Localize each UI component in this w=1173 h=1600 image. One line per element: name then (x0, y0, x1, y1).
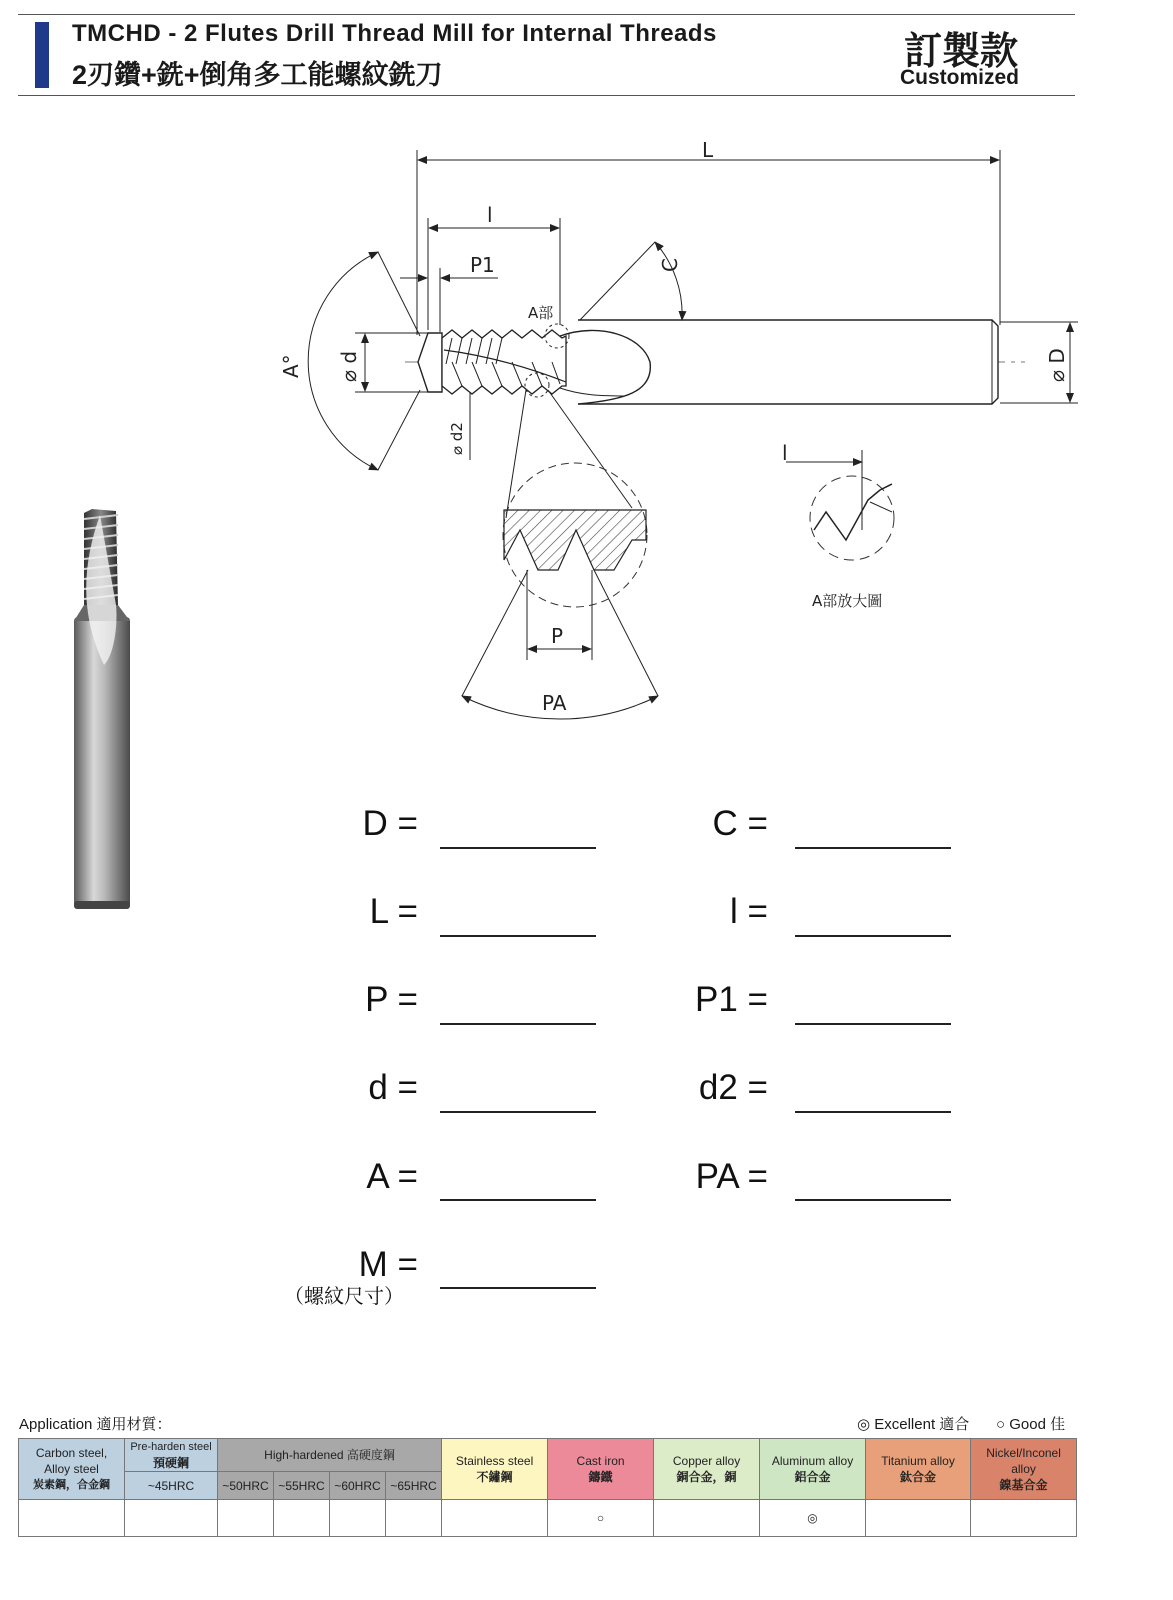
zoom-line-right (548, 390, 632, 508)
header-bottom-rule (18, 95, 1075, 96)
col-titanium: Titanium alloy 鈦合金 (866, 1439, 971, 1500)
field-label-M-sub: （螺紋尺寸） (284, 1286, 404, 1308)
field-input-d[interactable] (440, 1111, 596, 1113)
mark-hrc60 (330, 1500, 386, 1537)
header-accent-bar (35, 22, 49, 88)
a-detail-profile (814, 484, 892, 540)
field-input-P[interactable] (440, 1023, 596, 1025)
mark-copper (654, 1500, 760, 1537)
technical-drawing (0, 100, 1173, 730)
label-A-degree: A° (279, 354, 303, 378)
field-label-L: L = (369, 892, 418, 931)
mark-nickel (971, 1500, 1077, 1537)
col-hrc65: ~65HRC (386, 1472, 442, 1500)
field-label-A: A = (366, 1157, 418, 1196)
mark-cast-iron: ○ (548, 1500, 654, 1537)
a-angle-leg-bottom (378, 390, 420, 470)
mark-preharden (125, 1500, 218, 1537)
col-high-hardened: High-hardened 高硬度鋼 (218, 1439, 442, 1472)
a-angle-leg-top (378, 252, 420, 336)
thread-detail-section (504, 510, 646, 570)
mark-hrc65 (386, 1500, 442, 1537)
a-detail-chamfer (870, 502, 892, 512)
pa-leg-left (462, 570, 528, 696)
field-label-D: D = (362, 804, 418, 843)
col-copper: Copper alloy 銅合金，銅 (654, 1439, 760, 1500)
field-label-d: d = (368, 1068, 418, 1107)
label-d: ⌀ d (337, 350, 361, 382)
label-d2: ⌀ d2 (448, 422, 466, 455)
field-input-d2[interactable] (795, 1111, 951, 1113)
label-small-l: l (487, 203, 493, 227)
mark-hrc55 (274, 1500, 330, 1537)
field-input-A[interactable] (440, 1199, 596, 1201)
col-preharden: Pre-harden steel 預硬鋼 (125, 1439, 218, 1472)
application-title: Application 適用材質： (19, 1416, 172, 1433)
label-L: L (702, 138, 714, 162)
col-nickel: Nickel/Inconel alloy 鎳基合金 (971, 1439, 1077, 1500)
field-label-d2: d2 = (698, 1068, 768, 1107)
legend-excellent: ◎ Excellent 適合 (857, 1416, 970, 1433)
c-angle-arc (655, 242, 682, 320)
field-input-D[interactable] (440, 847, 596, 849)
mark-carbon (19, 1500, 125, 1537)
mark-aluminum: ◎ (760, 1500, 866, 1537)
legend-good: ○ Good 佳 (996, 1416, 1066, 1433)
label-P1: P1 (470, 253, 495, 277)
field-label-C: C = (712, 804, 768, 843)
zoom-line-left (506, 390, 526, 518)
drill-tip (418, 333, 442, 392)
mark-stainless (442, 1500, 548, 1537)
customized-chinese: 訂製款 (904, 31, 1019, 73)
col-preharden-hrc: ~45HRC (125, 1472, 218, 1500)
c-angle-leg (580, 242, 655, 320)
application-table (18, 1438, 1077, 1537)
header-top-rule (18, 14, 1075, 15)
col-hrc50: ~50HRC (218, 1472, 274, 1500)
field-input-P1[interactable] (795, 1023, 951, 1025)
field-input-l[interactable] (795, 935, 951, 937)
tool-photo-end (74, 901, 130, 909)
col-carbon-steel: Carbon steel, Alloy steel 炭素鋼，合金鋼 (19, 1439, 125, 1500)
col-stainless: Stainless steel 不鏽鋼 (442, 1439, 548, 1500)
field-input-M[interactable] (440, 1287, 596, 1289)
title-chinese: 2刃鑽+銑+倒角多工能螺紋銑刀 (72, 60, 443, 90)
col-cast-iron: Cast iron 鑄鐵 (548, 1439, 654, 1500)
col-hrc55: ~55HRC (274, 1472, 330, 1500)
label-P: P (551, 624, 564, 648)
label-l-detail: l (782, 441, 788, 465)
col-hrc60: ~60HRC (330, 1472, 386, 1500)
field-input-L[interactable] (440, 935, 596, 937)
field-input-C[interactable] (795, 847, 951, 849)
mark-titanium (866, 1500, 971, 1537)
field-input-PA[interactable] (795, 1199, 951, 1201)
mark-hrc50 (218, 1500, 274, 1537)
pa-leg-right (594, 570, 658, 696)
customized-english: Customized (900, 66, 1020, 89)
field-label-l: l = (730, 892, 768, 931)
title-english: TMCHD - 2 Flutes Drill Thread Mill for Internal Threads (72, 20, 717, 47)
field-label-M: M = (358, 1245, 418, 1284)
field-label-PA: PA = (695, 1157, 768, 1196)
field-label-P1: P1 = (695, 980, 768, 1019)
label-PA: PA (542, 691, 567, 715)
label-D: ⌀ D (1045, 348, 1069, 382)
col-aluminum: Aluminum alloy 鋁合金 (760, 1439, 866, 1500)
label-A-part: A部 (528, 304, 554, 322)
label-a-detail-caption: A部放大圖 (812, 592, 883, 610)
label-C: C (658, 258, 682, 272)
field-label-P: P = (365, 980, 418, 1019)
